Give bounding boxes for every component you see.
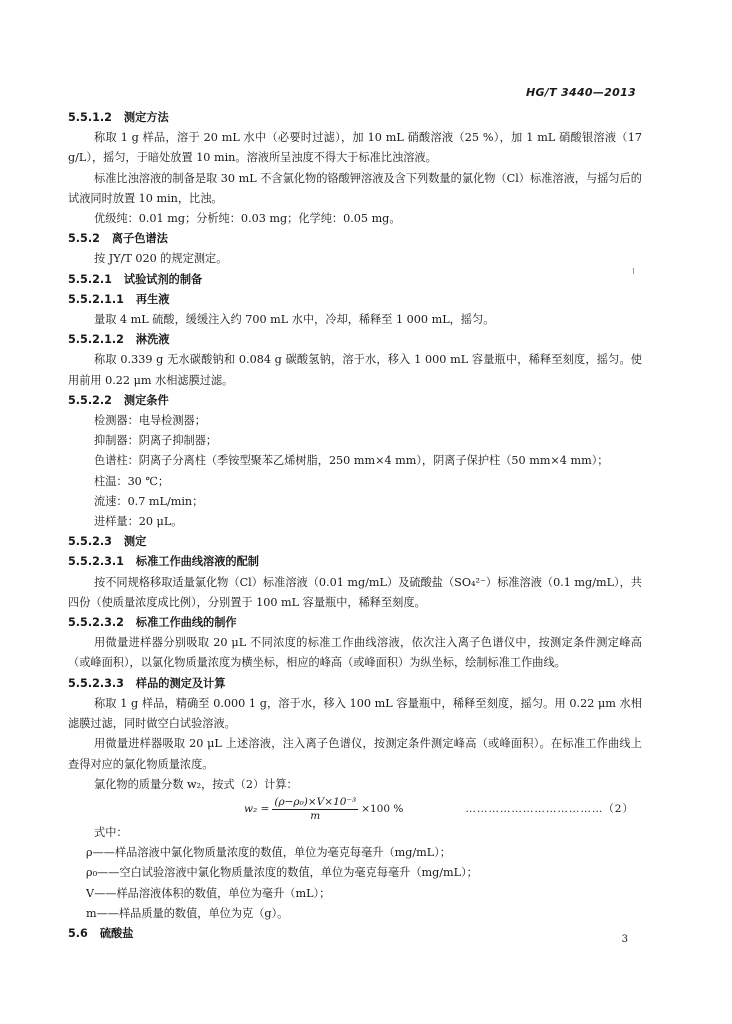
- formula-block: [68, 795, 642, 823]
- document-body: [68, 108, 642, 944]
- formula: [244, 795, 403, 823]
- section-heading: [68, 330, 642, 350]
- standard-code: HG/T 3440—2013: [525, 86, 636, 99]
- variable-definition: V——样品溶液体积的数值，单位为毫升（mL）；: [86, 886, 331, 900]
- condition-item: 柱温：30 ℃；: [94, 474, 170, 488]
- section-heading: [68, 674, 642, 694]
- section-number: 5.5.2.3.1: [68, 555, 124, 569]
- section-heading: [68, 270, 642, 290]
- paragraph: 称取 0.339 g 无水碳酸钠和 0.084 g 碳酸氢钠，溶于水，移入 1 000 mL 容量瓶中，稀释至刻度，摇匀。使用前用 0.22 μm 水相滤膜过滤。: [68, 353, 642, 387]
- section-heading: [68, 108, 642, 128]
- formula-denominator: m: [310, 809, 321, 822]
- paragraph: 按不同规格移取适量氯化物（Cl）标准溶液（0.01 mg/mL）及硫酸盐（SO₄²⁻）标准溶液（0.1 mg/mL），共四份（使质量浓度成比例），分别置于 100 mL 容量瓶中，稀释至刻度。: [68, 575, 642, 609]
- paragraph: 用微量进样器分别吸取 20 μL 不同浓度的标准工作曲线溶液，依次注入离子色谱仪中，按测定条件测定峰高（或峰面积），以氯化物质量浓度为横坐标，相应的峰高（或峰面积）为纵坐标，绘制标准工作曲线。: [68, 636, 642, 670]
- section-title: 测定: [123, 535, 147, 549]
- section-title: 样品的测定及计算: [135, 676, 226, 690]
- formula-number: ………………………………（2）: [465, 802, 634, 815]
- paragraph: 标准比浊溶液的制备是取 30 mL 不含氯化物的铬酸钾溶液及含下列数量的氯化物（Cl）标准溶液，与摇匀后的试液同时放置 10 min，比浊。: [68, 171, 642, 205]
- paragraph: 量取 4 mL 硫酸，缓缓注入约 700 mL 水中，冷却，稀释至 1 000 mL，摇匀。: [94, 313, 495, 327]
- section-number: 5.5.2: [68, 232, 100, 246]
- condition-item: 流速：0.7 mL/min；: [94, 494, 204, 508]
- formula-lhs: w₂ =: [244, 802, 270, 815]
- section-title: 测定条件: [123, 393, 169, 407]
- section-title: 测定方法: [123, 111, 169, 124]
- variable-definition: ρ——样品溶液中氯化物质量浓度的数值，单位为毫克每毫升（mg/mL）；: [86, 846, 451, 860]
- condition-item: 抑制器：阴离子抑制器；: [94, 434, 218, 448]
- formula-multiplier: ×100 %: [361, 802, 404, 815]
- formula-fraction: [272, 795, 358, 823]
- section-number: 5.5.2.2: [68, 393, 112, 407]
- condition-item: 色谱柱：阴离子分离柱（季铵型聚苯乙烯树脂，250 mm×4 mm），阴离子保护柱（50 mm×4 mm）；: [94, 454, 609, 468]
- section-title: 再生液: [135, 292, 170, 306]
- section-title: 硫酸盐: [99, 926, 134, 940]
- section-heading: [68, 532, 642, 552]
- section-heading: [68, 924, 642, 944]
- page-number: 3: [621, 934, 628, 945]
- condition-item: 检测器：电导检测器；: [94, 414, 206, 428]
- section-title: 淋洗液: [135, 333, 170, 347]
- section-title: 标准工作曲线的制作: [135, 616, 237, 630]
- section-heading: [68, 552, 642, 572]
- condition-item: 进样量：20 μL。: [94, 515, 183, 529]
- section-number: 5.5.1.2: [68, 111, 112, 124]
- variable-definitions: [68, 823, 642, 924]
- paragraph: 按 JY/T 020 的规定测定。: [94, 252, 228, 266]
- section-number: 5.5.2.3.3: [68, 676, 124, 690]
- section-number: 5.5.2.3: [68, 535, 112, 549]
- section-heading: [68, 290, 642, 310]
- section-heading: [68, 229, 642, 249]
- section-heading: [68, 613, 642, 633]
- paragraph: 称取 1 g 样品，精确至 0.000 1 g，溶于水，移入 100 mL 容量瓶中，稀释至刻度，摇匀。用 0.22 μm 水相滤膜过滤，同时做空白试验溶液。: [68, 696, 642, 731]
- section-number: 5.5.2.3.2: [68, 616, 124, 630]
- section-title: 标准工作曲线溶液的配制: [135, 555, 259, 569]
- formula-numerator: (ρ−ρ₀)×V×10⁻³: [274, 795, 357, 808]
- section-number: 5.5.2.1.1: [68, 292, 124, 306]
- section-title: 离子色谱法: [111, 232, 168, 246]
- variable-definition: ρ₀——空白试验溶液中氯化物质量浓度的数值，单位为毫克每毫升（mg/mL）；: [86, 866, 478, 880]
- section-number: 5.5.2.1: [68, 272, 112, 286]
- variable-definition: m——样品质量的数值，单位为克（g）。: [86, 906, 289, 920]
- section-title: 试验试剂的制备: [123, 272, 203, 286]
- paragraph: 称取 1 g 样品，溶于 20 mL 水中（必要时过滤），加 10 mL 硝酸溶液（25 %），加 1 mL 硝酸银溶液（17 g/L），摇匀，于暗处放置 10 min。溶液所呈浊度不得大于标准比浊溶液。: [68, 131, 642, 165]
- paragraph: 优级纯：0.01 mg；分析纯：0.03 mg；化学纯：0.05 mg。: [94, 212, 401, 226]
- paragraph: 氯化物的质量分数 w₂，按式（2）计算：: [94, 777, 298, 791]
- paragraph: 用微量进样器吸取 20 μL 上述溶液，注入离子色谱仪，按测定条件测定峰高（或峰面积）。在标准工作曲线上查得对应的氯化物质量浓度。: [68, 737, 642, 771]
- section-number: 5.5.2.1.2: [68, 333, 124, 347]
- section-heading: [68, 391, 642, 411]
- section-number: 5.6: [68, 926, 88, 940]
- where-label: 式中：: [94, 825, 128, 839]
